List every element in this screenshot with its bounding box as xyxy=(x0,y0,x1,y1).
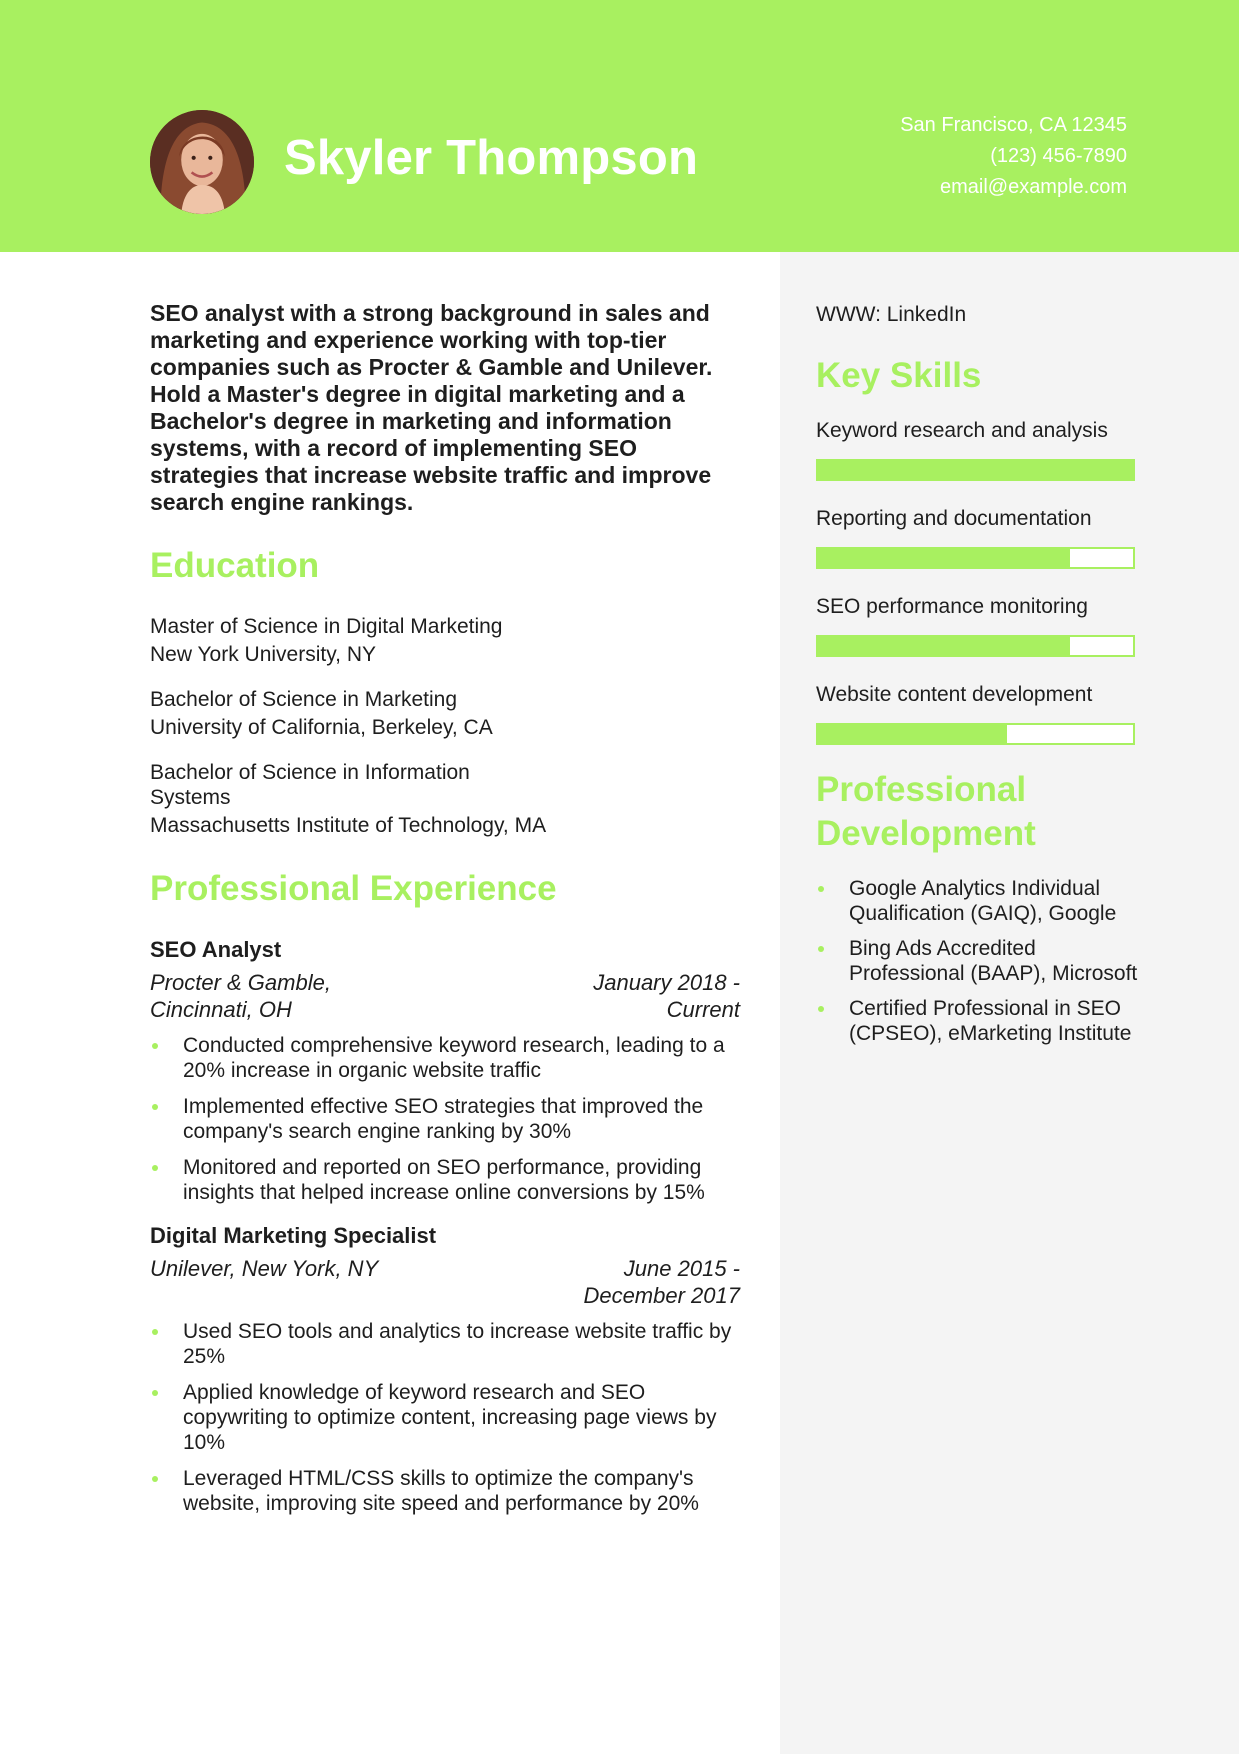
job-bullet: Monitored and reported on SEO performance, providing insights that helped increase online conversions by 15% xyxy=(150,1155,740,1205)
job-bullets xyxy=(150,1033,740,1205)
job-bullet: Implemented effective SEO strategies that improved the company's search engine ranking by 30% xyxy=(150,1094,740,1144)
contact-info xyxy=(900,110,1127,203)
skill-bar xyxy=(816,459,1135,481)
profile-photo-image xyxy=(150,110,254,214)
skill-bar-fill xyxy=(818,549,1070,567)
job-entry xyxy=(150,935,740,1205)
job-bullets xyxy=(150,1319,740,1516)
job-bullet: Used SEO tools and analytics to increase website traffic by 25% xyxy=(150,1319,740,1369)
job-meta xyxy=(150,969,740,1023)
profile-photo xyxy=(150,110,254,214)
skills-heading: Key Skills xyxy=(816,356,982,395)
skill-label: Reporting and documentation xyxy=(816,507,1092,530)
education-degree: Bachelor of Science in Information Systems xyxy=(150,761,470,809)
skill-item xyxy=(816,680,1146,745)
candidate-name: Skyler Thompson xyxy=(284,131,699,185)
job-entry xyxy=(150,1221,740,1516)
skill-item xyxy=(816,592,1146,657)
skill-bar-fill xyxy=(818,725,1007,743)
pd-item: Google Analytics Individual Qualification (GAIQ), Google xyxy=(816,876,1146,926)
education-school: Massachusetts Institute of Technology, MA xyxy=(150,814,547,837)
education-item xyxy=(150,687,740,743)
job-dates: January 2018 - Current xyxy=(593,970,740,1022)
job-company: Unilever, New York, NY xyxy=(150,1256,379,1281)
contact-location: San Francisco, CA 12345 xyxy=(900,114,1127,136)
skill-label: Website content development xyxy=(816,683,1093,706)
pd-item: Bing Ads Accredited Professional (BAAP), Microsoft xyxy=(816,936,1146,986)
main-column xyxy=(150,300,740,1527)
skill-bar xyxy=(816,635,1135,657)
education-degree: Master of Science in Digital Marketing xyxy=(150,615,503,638)
sidebar xyxy=(816,300,1146,1056)
professional-development-list xyxy=(816,876,1146,1046)
job-company: Procter & Gamble, Cincinnati, OH xyxy=(150,970,331,1022)
education-heading: Education xyxy=(150,546,320,585)
job-title: Digital Marketing Specialist xyxy=(150,1223,437,1248)
summary: SEO analyst with a strong background in sales and marketing and experience working with top-tier companies such as Procter & Gamble and Unilever. Hold a Master's degree in digital marketing and a Bachelor's degree in marketing and information systems, with a record of implementing SEO strategies that increase website traffic and improve search engine rankings. xyxy=(150,300,713,515)
education-degree: Bachelor of Science in Marketing xyxy=(150,688,457,711)
skill-bar-fill xyxy=(818,461,1133,479)
website-link[interactable]: WWW: LinkedIn xyxy=(816,303,967,326)
job-bullet: Conducted comprehensive keyword research, leading to a 20% increase in organic website traffic xyxy=(150,1033,740,1083)
pd-item: Certified Professional in SEO (CPSEO), eMarketing Institute xyxy=(816,996,1146,1046)
experience-heading: Professional Experience xyxy=(150,869,557,908)
skill-label: Keyword research and analysis xyxy=(816,419,1108,442)
contact-email[interactable]: email@example.com xyxy=(939,176,1127,198)
education-school: University of California, Berkeley, CA xyxy=(150,716,493,739)
job-dates: June 2015 - December 2017 xyxy=(583,1256,740,1308)
job-meta xyxy=(150,1255,740,1309)
job-bullet: Leveraged HTML/CSS skills to optimize the company's website, improving site speed and performance by 20% xyxy=(150,1466,740,1516)
skill-item xyxy=(816,504,1146,569)
education-school: New York University, NY xyxy=(150,643,377,666)
skill-bar-fill xyxy=(818,637,1070,655)
skill-label: SEO performance monitoring xyxy=(816,595,1088,618)
contact-phone: (123) 456-7890 xyxy=(990,145,1127,167)
skill-bar xyxy=(816,547,1135,569)
professional-development-heading: Professional Development xyxy=(816,770,1036,853)
education-item xyxy=(150,614,740,670)
header-banner xyxy=(0,0,1239,252)
job-bullet: Applied knowledge of keyword research and SEO copywriting to optimize content, increasing page views by 10% xyxy=(150,1380,740,1455)
skill-bar xyxy=(816,723,1135,745)
education-item xyxy=(150,760,740,841)
skill-item xyxy=(816,416,1146,481)
job-title: SEO Analyst xyxy=(150,937,282,962)
